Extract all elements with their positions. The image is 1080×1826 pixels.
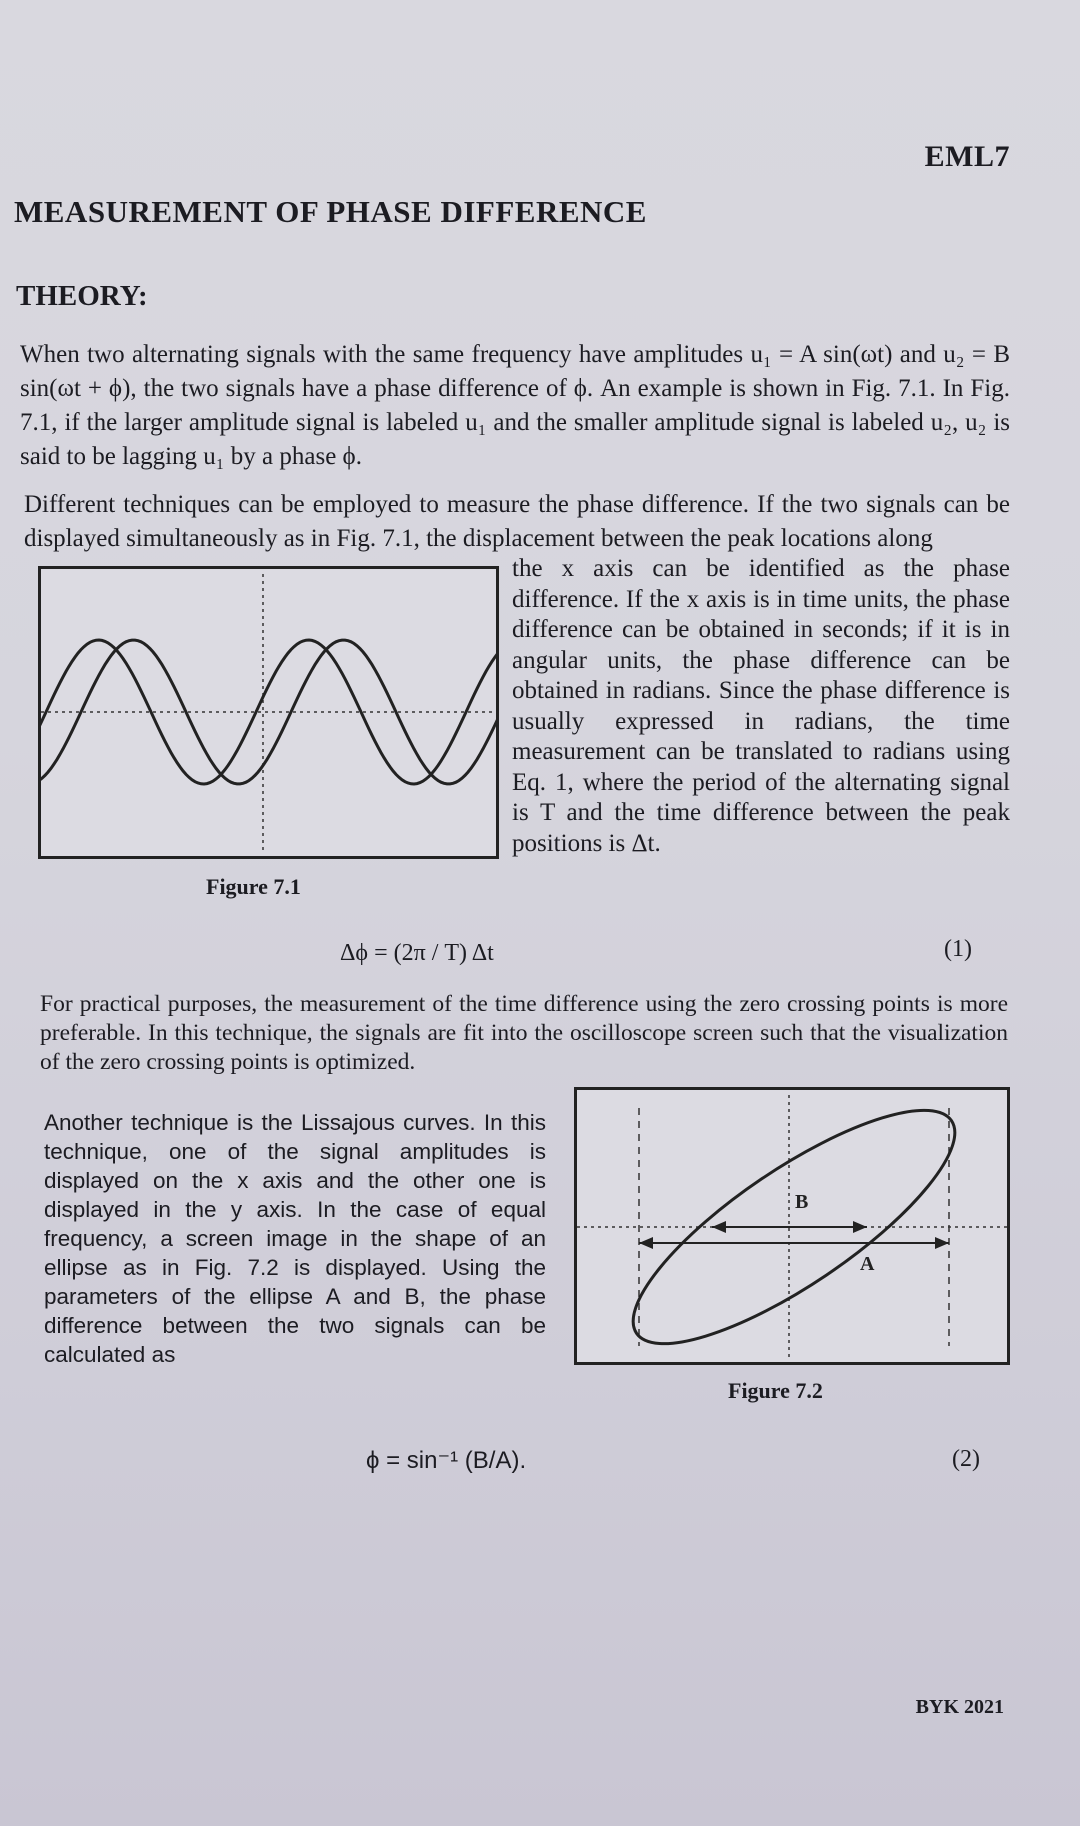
- document-code: EML7: [924, 140, 1010, 173]
- paragraph-lissajous: Another technique is the Lissajous curves. In this technique, one of the signal amplitudes is displayed on the x axis and the other one is displayed in the y axis. In the case of equal frequency, a screen image in the shape of an ellipse as in Fig. 7.2 is displayed. Using the parameters of the ellipse A and B, the phase difference between the two signals can be calculated as: [44, 1110, 546, 1367]
- equation-2-number: (2): [952, 1446, 980, 1472]
- figure-7-2-plot: [577, 1090, 1007, 1362]
- figure-7-1-caption: Figure 7.1: [206, 874, 301, 899]
- paragraph-techniques: Different techniques can be employed to measure the phase difference. If the two signals can be displayed simultaneously as in Fig. 7.1, the displacement between the peak locations along: [24, 491, 1010, 552]
- equation-1: Δϕ = (2π / T) Δt: [340, 940, 494, 966]
- footer-label: BYK 2021: [915, 1696, 1004, 1718]
- figure-7-1-plot: [41, 569, 496, 856]
- b-arrow-left: [712, 1221, 726, 1233]
- b-arrow-right: [853, 1221, 867, 1233]
- section-heading: THEORY:: [16, 280, 148, 312]
- figure-7-2-caption: Figure 7.2: [728, 1378, 823, 1403]
- paragraph-intro: When two alternating signals with the same frequency have amplitudes u₁ = A sin(ωt) and u₂ = B sin(ωt + ϕ), the two signals have a phase difference of ϕ. An example is shown in Fig. 7.1. In Fig. 7.1, if the larger amplitude signal is labeled u₁ and the smaller amplitude signal is labeled u₂, u₂ is said to be lagging u₁ by a phase ϕ.: [20, 341, 1010, 470]
- paragraph-zero-crossing: For practical purposes, the measurement of the time difference using the zero crossing points is more preferable. In this technique, the signals are fit into the oscilloscope screen such that the visualization of the zero crossing points is optimized.: [40, 991, 1008, 1075]
- paragraph-techniques-continued: the x axis can be identified as the phase difference. If the x axis is in time units, the phase difference can be obtained in seconds; if it is in angular units, the phase difference can be obtained in radians. Since the phase difference is usually expressed in radians, the time measurement can be translated to radians using Eq. 1, where the period of the alternating signal is T and the time difference between the peak positions is Δt.: [512, 555, 1010, 857]
- a-arrow-left: [639, 1237, 653, 1249]
- equation-1-number: (1): [944, 936, 972, 962]
- label-b: B: [795, 1191, 809, 1213]
- label-a: A: [860, 1253, 875, 1275]
- figure-7-1: [38, 566, 499, 859]
- page-title: MEASUREMENT OF PHASE DIFFERENCE: [14, 194, 647, 229]
- a-arrow-right: [935, 1237, 949, 1249]
- equation-2: ϕ = sin⁻¹ (B/A).: [366, 1447, 527, 1474]
- figure-7-2: [574, 1087, 1010, 1365]
